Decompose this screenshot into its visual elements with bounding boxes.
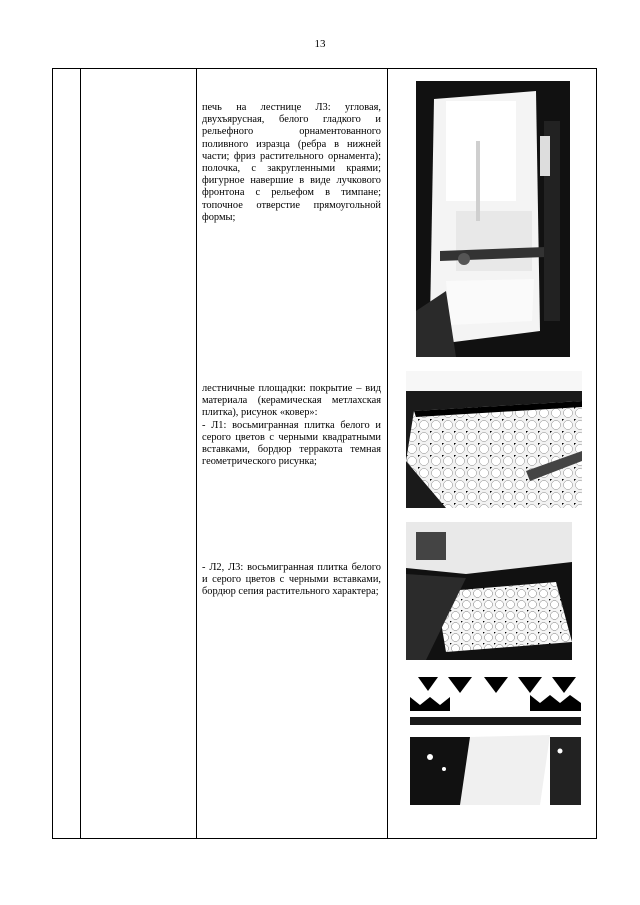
column-divider-1 xyxy=(80,69,81,838)
document-table xyxy=(52,68,597,839)
stove-description: печь на лестнице Л3: угловая, двухъярусная, белого гладкого и рельефного орнаментованного поливного изразца (ребра в нижней части; фриз растительного орнамента); полочка, с закругленными краями; фигурное навершие в виде лучкового фронтона с рельефом в тимпане; топочное отверстие прямоугольной формы; xyxy=(202,102,381,223)
floor-tile-photo xyxy=(406,371,582,508)
floor-tile-photo xyxy=(406,522,572,660)
landing-l1-text: - Л1: восьмигранная плитка белого и серого цветов с черными квадратными вставками, бордюр терракота темная геометрического рисунка; xyxy=(202,419,381,468)
tile-border-photo xyxy=(410,677,581,805)
landings-description xyxy=(202,383,381,468)
column-divider-3 xyxy=(387,69,388,838)
column-divider-2 xyxy=(196,69,197,838)
landing-l2-l3-description: - Л2, Л3: восьмигранная плитка белого и серого цветов с черными вставками, бордюр сепия растительного характера; xyxy=(202,562,381,598)
page-number: 13 xyxy=(314,38,326,50)
landings-intro: лестничные площадки: покрытие – вид материала (керамическая метлахская плитка), рисунок «ковер»: xyxy=(202,383,381,419)
stove-photo xyxy=(416,81,570,357)
